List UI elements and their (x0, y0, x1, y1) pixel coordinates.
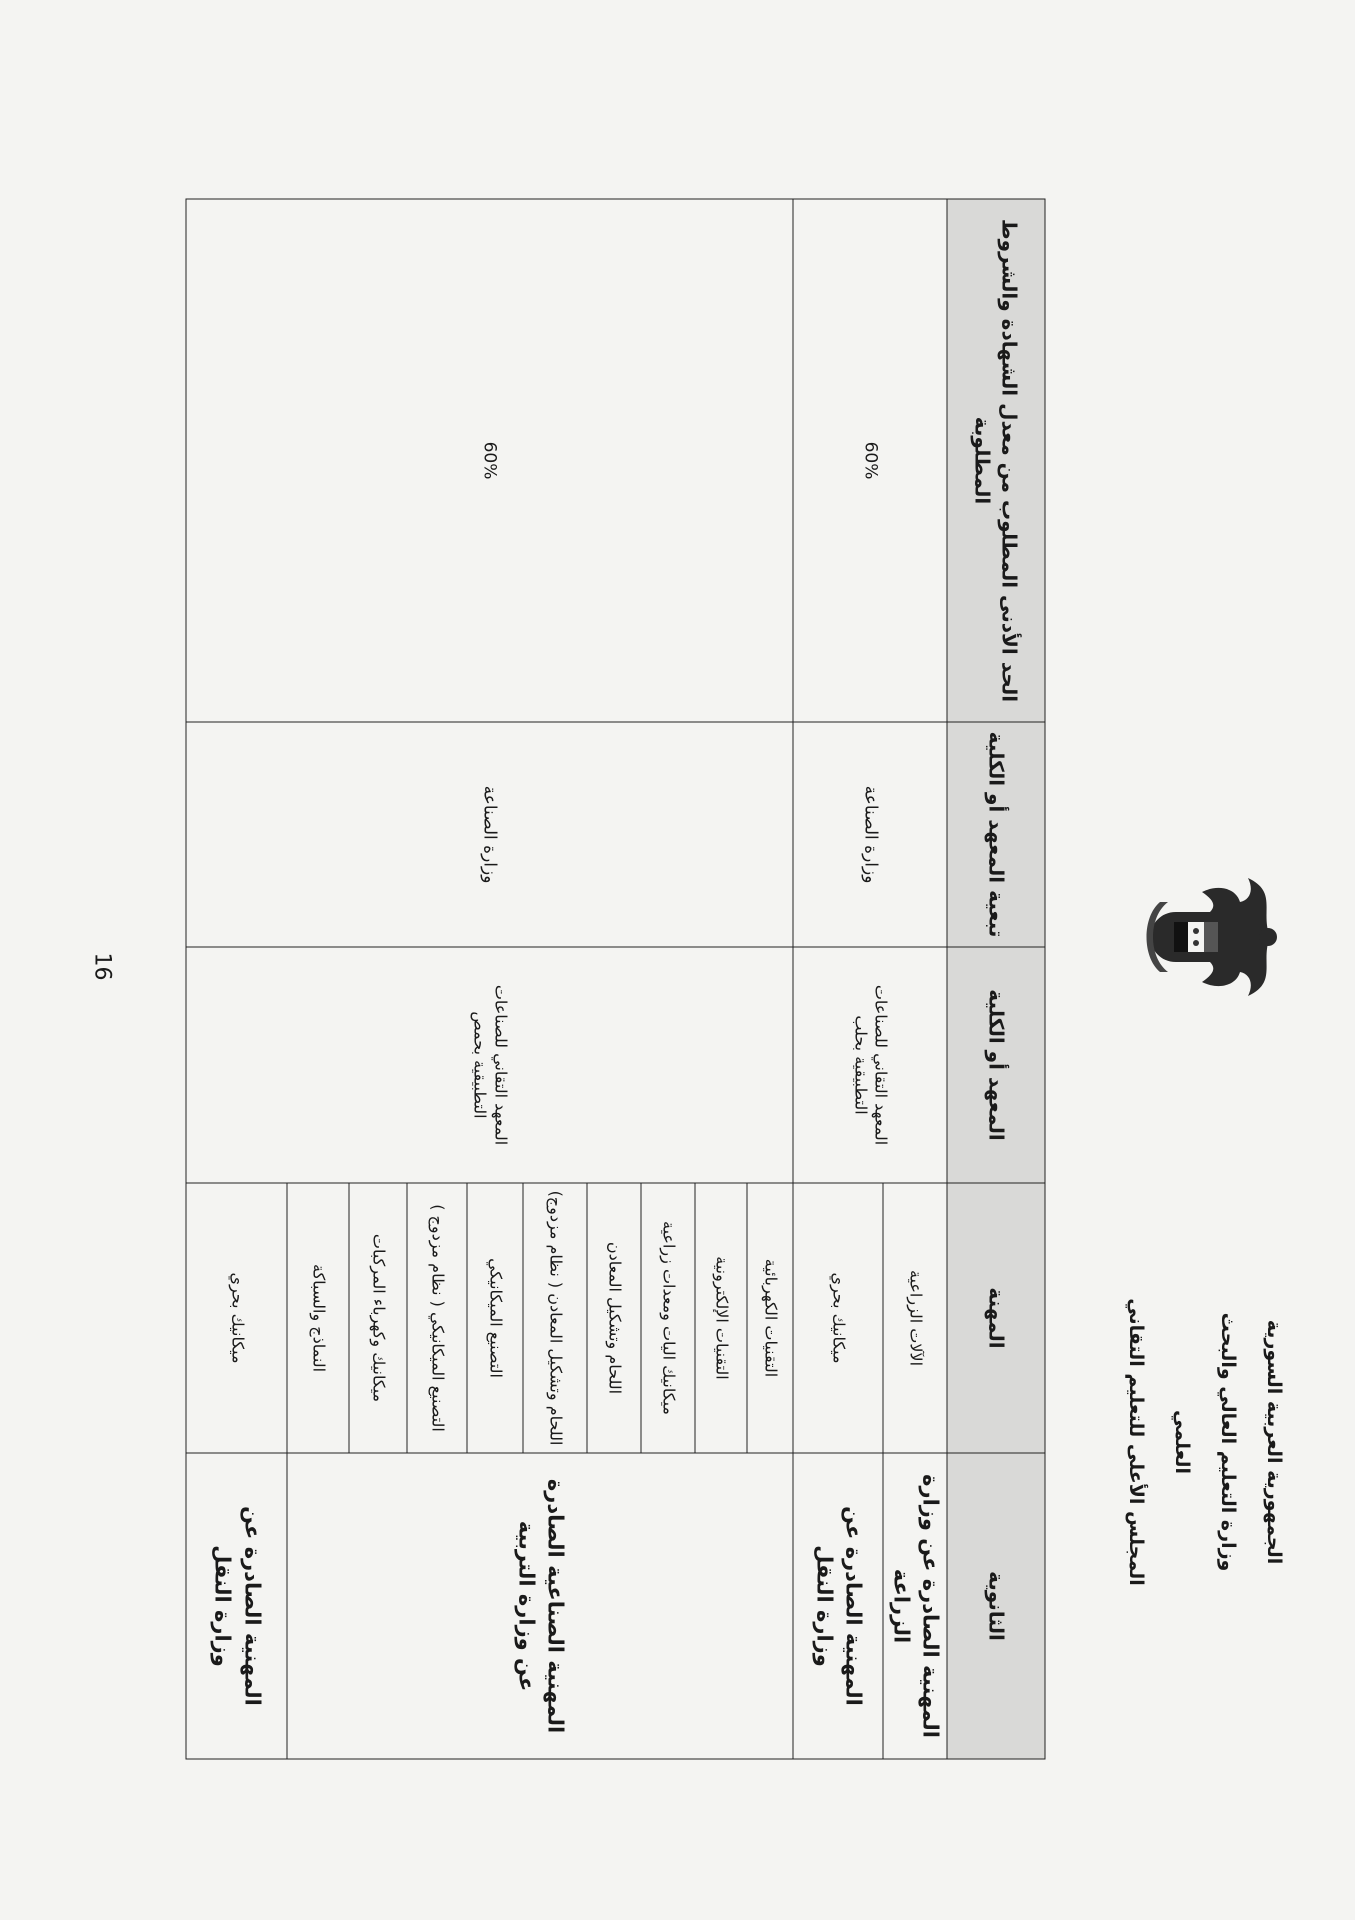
profession-cell: ميكانيك وكهرباء المركبات (349, 1183, 407, 1453)
min-rate-cell: 60% (186, 199, 793, 722)
table-row (747, 199, 793, 1759)
profession-cell: الآلات الزراعية (883, 1183, 947, 1453)
profession-cell: التصنيع الميكانيكي (467, 1183, 523, 1453)
profession-cell: اللحام وتشكيل المعادن ( نظام مزدوج) (523, 1183, 587, 1453)
syrian-eagle-emblem-icon (1138, 872, 1288, 1002)
header-institute: المعهد أو الكلية (947, 947, 1045, 1183)
institute-cell: المعهد التقاني للصناعات التطبيقية بحمص (186, 947, 793, 1183)
header-profession: المهنة (947, 1183, 1045, 1453)
admission-table (185, 198, 1045, 1759)
profession-cell: ميكانيك اليات ومعدات زراعية (641, 1183, 695, 1453)
profession-cell: ميكانيك بحري (793, 1183, 883, 1453)
affiliation-cell: وزارة الصناعة (186, 722, 793, 947)
header-line-3: المجلس الأعلى للتعليم التقاني (1125, 1298, 1147, 1586)
secondary-cell: المهنية الصادرة عن وزارة النقل (793, 1453, 883, 1759)
profession-cell: اللحام وتشكيل المعادن (587, 1183, 641, 1453)
table-row (883, 199, 947, 1759)
header-line-2: وزارة التعليم العالي والبحث العلمي (1171, 1312, 1239, 1572)
table-header-row (947, 199, 1045, 1759)
profession-cell: التصنيع الميكانيكي ( نظام مزدوج ) (407, 1183, 467, 1453)
min-rate-cell: 60% (793, 199, 947, 722)
page-number: 16 (89, 952, 115, 981)
header-line-1: الجمهورية العربية السورية (1263, 1319, 1285, 1565)
profession-cell: التقنيات الكهربائية (747, 1183, 793, 1453)
secondary-cell: المهنية الصادرة عن وزارة الزراعة (883, 1453, 947, 1759)
header-affiliation: تبعية المعهد أو الكلية (947, 722, 1045, 947)
header-secondary: الثانوية (947, 1453, 1045, 1759)
profession-cell: التقنيات الإلكترونية (695, 1183, 747, 1453)
affiliation-cell: وزارة الصناعة (793, 722, 947, 947)
profession-cell: ميكانيك بحري (186, 1183, 287, 1453)
document-header (1087, 1292, 1297, 1592)
secondary-cell: المهنية الصادرة عن وزارة النقل (186, 1453, 287, 1759)
secondary-cell: المهنية الصناعية الصادرة عن وزارة التربية (287, 1453, 793, 1759)
header-min-rate: الحد الأدنى المطلوب من معدل الشهادة والشروط المطلوبة (947, 199, 1045, 722)
institute-cell: المعهد التقاني للصناعات التطبيقية بحلب (793, 947, 947, 1183)
admission-table-container (192, 198, 1045, 1758)
profession-cell: النماذج والسباكة (287, 1183, 349, 1453)
